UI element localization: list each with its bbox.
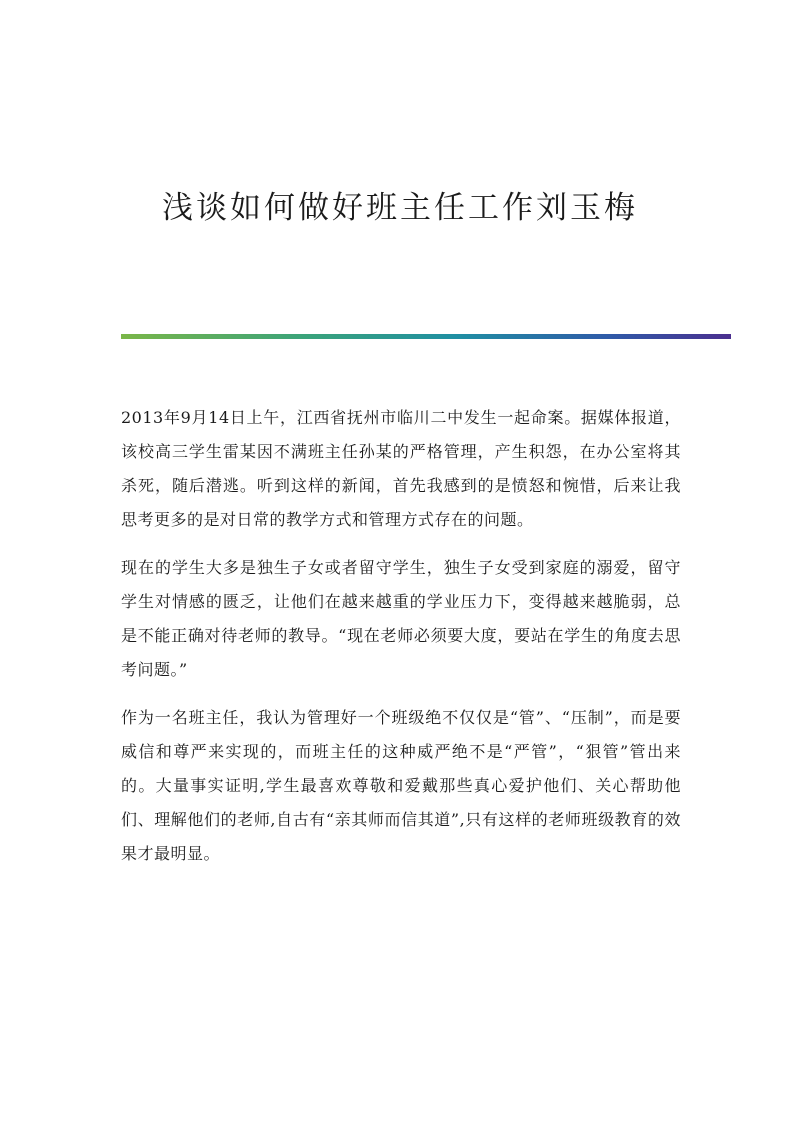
document-title: 浅谈如何做好班主任工作刘玉梅 xyxy=(162,190,638,226)
paragraph-3: 作为一名班主任，我认为管理好一个班级绝不仅仅是“管”、“压制”，而是要威信和尊严来实现的，而班主任的这种威严绝不是“严管”，“狠管”管出来的。大量事实证明,学生最喜欢尊敬和爱戴那些真心爱护他们、关心帮助他们、理解他们的老师,自古有“亲其师而信其道”,只有这样的老师班级教育的效果才最明显。 xyxy=(121,708,681,863)
paragraph-1: 2013年9月14日上午，江西省抚州市临川二中发生一起命案。据媒体报道，该校高三学生雷某因不满班主任孙某的严格管理，产生积怨，在办公室将其杀死，随后潜逃。听到这样的新闻，首先我感到的是愤怒和惋惜，后来让我思考更多的是对日常的教学方式和管理方式存在的问题。 xyxy=(121,408,681,529)
document-body xyxy=(121,401,681,885)
title-divider xyxy=(121,334,731,339)
paragraph-2: 现在的学生大多是独生子女或者留守学生，独生子女受到家庭的溺爱，留守学生对情感的匮乏，让他们在越来越重的学业压力下，变得越来越脆弱，总是不能正确对待老师的教导。“现在老师必须要大度，要站在学生的角度去思考问题。” xyxy=(121,558,681,679)
